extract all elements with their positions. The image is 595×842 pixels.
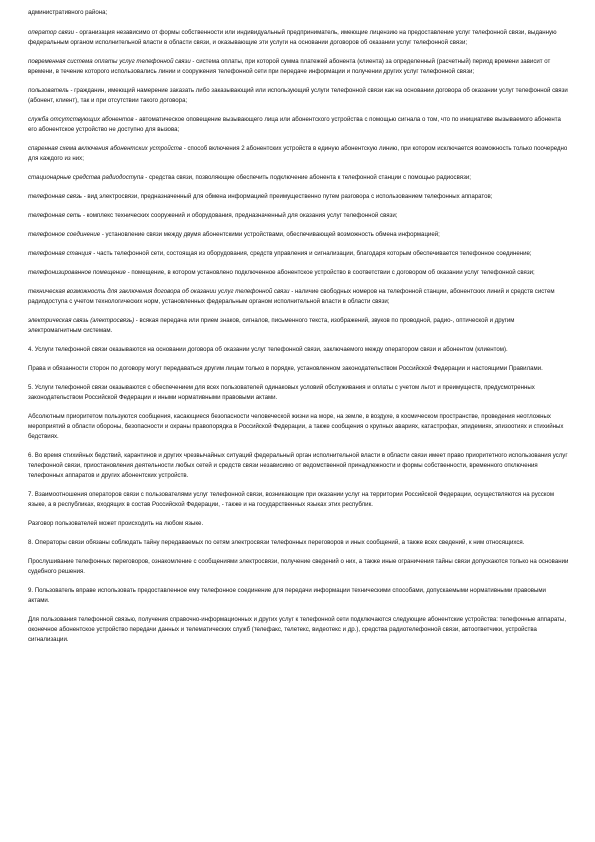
paragraph-continuation — [28, 8, 569, 18]
paragraph-text: - часть телефонной сети, состоящая из оборудования, средств управления и сигнализации, благодаря которым обеспечивается телефонное соединение; — [91, 250, 532, 257]
definition-user — [28, 86, 569, 106]
term: техническая возможность для заключения договора об оказании услуг телефонной связи — [28, 288, 290, 295]
term: служба отсутствующих абонентов — [28, 116, 134, 123]
term: электрическая связь (электросвязь) — [28, 317, 135, 324]
term: телефонное соединение — [28, 231, 101, 238]
paragraph-text: Прослушивание телефонных переговоров, ознакомление с сообщениями электросвязи, получение сведений о них, а также иные ограничения тайны связи допускаются только на основании судебного решения. — [28, 558, 569, 575]
term: оператор связи — [28, 29, 74, 36]
paragraph-text: 8. Операторы связи обязаны соблюдать тайну передаваемых по сетям электросвязи телефонных переговоров и иных сообщений, а также всех сведений, к ним относящихся. — [28, 539, 525, 546]
clause-8-secrecy — [28, 557, 569, 577]
term: спаренная схема включения абонентских устройств — [28, 145, 183, 152]
paragraph-text: Абсолютным приоритетом пользуются сообщения, касающиеся безопасности человеческой жизни на море, на земле, в воздухе, в космическом пространстве, проведения неотложных мероприятий в области обороны, безопасности и охраны правопорядка в Российской Федерации, а также сообщения о крупных авариях, катастрофах, эпидемиях, эпизоотиях и стихийных бедствиях. — [28, 413, 564, 440]
paragraph-text: - организация независимо от формы собственности или индивидуальный предприниматель, имеющие лицензию на предоставление услуг телефонной связи, выданную федеральным органом исполнительной власти в области связи, и оказывающие эти услуги на основании договоров об оказании услуг телефонной связи; — [28, 29, 557, 46]
clause-4-rights — [28, 364, 569, 374]
clause-7-language — [28, 519, 569, 529]
definition-telephonized-room — [28, 268, 569, 278]
paragraph-text: - способ включения 2 абонентских устройств в единую абонентскую линию, при котором исключается возможность только поочередно для каждого из них; — [28, 145, 568, 162]
paragraph-text: - гражданин, имеющий намерение заказать либо заказывающий или использующий услуги телефонной связи как на основании договора об оказании услуг телефонной связи (абонент, клиент), так и при отсутствии такого договора; — [28, 87, 568, 104]
term: телефонная станция — [28, 250, 92, 257]
paragraph-text: 5. Услуги телефонной связи оказываются с обеспечением для всех пользователей одинаковых условий обслуживания и оплаты с учетом льгот и преимуществ, предусмотренных законодательством Российской Федерации и иными нормативными правовыми актами. — [28, 384, 535, 401]
clause-5-priority — [28, 412, 569, 442]
definition-telephone-connection — [28, 230, 569, 240]
paragraph-text: - комплекс технических сооружений и оборудования, предназначенный для оказания услуг телефонной связи; — [81, 212, 398, 219]
paragraph-text: Права и обязанности сторон по договору могут передаваться другим лицам только в порядке, установленном законодательством Российской Федерации и настоящими Правилами. — [28, 365, 543, 372]
paragraph-text: - система оплаты, при которой сумма платежей абонента (клиента) за определенный (расчетный) период времени зависит от времени, в течение которого использовались линии и сооружения телефонной сети при передаче информации и получении других услуг телефонной связи; — [28, 58, 551, 75]
definition-telephone-communication — [28, 192, 569, 202]
paragraph-text: - средства связи, позволяющие обеспечить подключение абонента к телефонной станции с помощью радиосвязи; — [143, 174, 471, 181]
definition-telephone-network — [28, 211, 569, 221]
paragraph-text: - вид электросвязи, предназначенный для обмена информацией преимущественно путем разговора с использованием телефонных аппаратов; — [82, 193, 493, 200]
paragraph-text: Для пользования телефонной связью, получения справочно-информационных и других услуг к телефонной сети подключаются следующие абонентские устройства: телефонные аппараты, оконечное абонентское устройство передачи данных и телематических служб (телефакс, телетекс, видеотекс и др.), средства радиотелефонной связи, автоответчики, устройства сигнализации. — [28, 616, 567, 643]
term: стационарные средства радиодоступа — [28, 174, 144, 181]
paragraph-text: 7. Взаимоотношения операторов связи с пользователями услуг телефонной связи, возникающие при оказании услуг на территории Российской Федерации, осуществляются на русском языке, а в республиках, входящих в состав Российской Федерации, - также и на государственных языках этих республик. — [28, 491, 555, 508]
term: телефонная связь — [28, 193, 82, 200]
clause-4 — [28, 345, 569, 355]
term: телефонная сеть — [28, 212, 82, 219]
clause-6 — [28, 451, 569, 481]
clause-9-devices — [28, 615, 569, 645]
clause-7 — [28, 490, 569, 510]
paragraph-text: - всякая передача или прием знаков, сигналов, письменного текста, изображений, звуков по проводной, радио-, оптической и другим электромагнитным системам. — [28, 317, 515, 334]
paragraph-text: - установление связи между двумя абонентскими устройствами, обеспечивающей возможность обмена информацией; — [100, 231, 440, 238]
paragraph-text: 6. Во время стихийных бедствий, карантинов и других чрезвычайных ситуаций федеральный орган исполнительной власти в области связи имеет право приоритетного использования услуг телефонной связи, приостановления деятельности любых сетей и средств связи независимо от ведомственной принадлежности и формы собственности, временного отключения телефонных аппаратов и других абонентских устройств. — [28, 452, 568, 479]
definition-operator — [28, 28, 569, 48]
definition-paired-scheme — [28, 144, 569, 164]
definition-time-billing — [28, 57, 569, 77]
paragraph-text: - наличие свободных номеров на телефонной станции, абонентских линий и средств систем радиодоступа с учетом технологических норм, установленных федеральным органом исполнительной власти в области связи; — [28, 288, 555, 305]
clause-5 — [28, 383, 569, 403]
definition-electrical-communication — [28, 316, 569, 336]
paragraph-text: 4. Услуги телефонной связи оказываются на основании договора об оказании услуг телефонной связи, заключаемого между оператором связи и абонентом (клиентом). — [28, 346, 508, 353]
term: пользователь — [28, 87, 69, 94]
paragraph-text: административного района; — [28, 9, 108, 16]
definition-telephone-station — [28, 249, 569, 259]
term: телефонизированное помещение — [28, 269, 126, 276]
definition-radio-access — [28, 173, 569, 183]
paragraph-text: Разговор пользователей может происходить на любом языке. — [28, 520, 204, 527]
paragraph-text: 9. Пользователь вправе использовать предоставленное ему телефонное соединение для передачи информации техническими способами, допускаемыми нормативными правовыми актами. — [28, 587, 546, 604]
definition-absent-subscribers — [28, 115, 569, 135]
clause-9 — [28, 586, 569, 606]
paragraph-text: - помещение, в котором установлено подключенное абонентское устройство в соответствии с договором об оказании услуг телефонной связи; — [125, 269, 535, 276]
paragraph-text: - автоматическое оповещение вызывающего лица или абонентского устройства с помощью сигнала о том, что по инициативе вызываемого абонента его абонентское устройство не доступно для вызова; — [28, 116, 561, 133]
term: повременная система оплаты услуг телефонной связи — [28, 58, 191, 65]
clause-8 — [28, 538, 569, 548]
definition-technical-possibility — [28, 287, 569, 307]
